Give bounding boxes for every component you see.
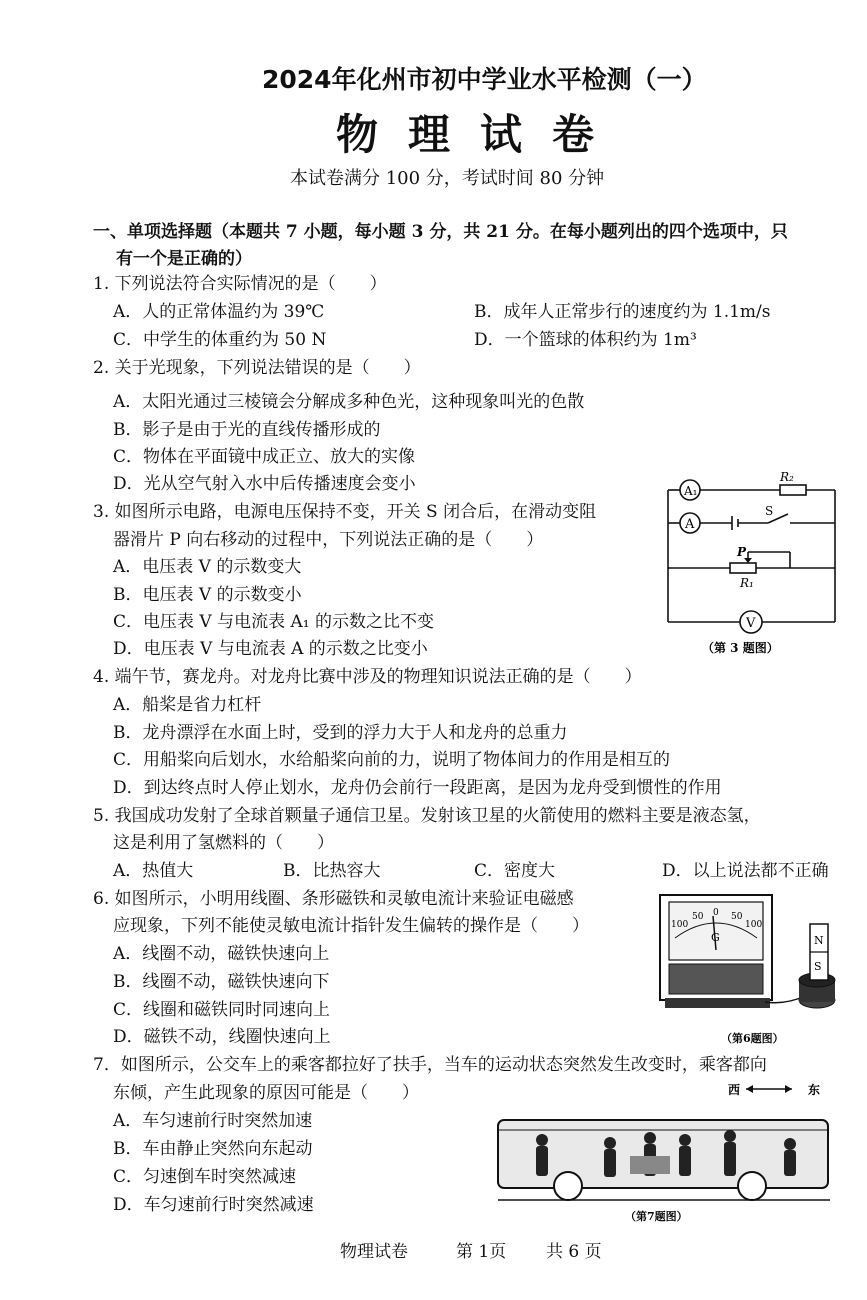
question-2-option-d: D．光从空气射入水中后传播速度会变小 (113, 474, 416, 494)
question-5-stem-line1: 5. 我国成功发射了全球首颗量子通信卫星。发射该卫星的火箭使用的燃料主要是液态氢， (93, 806, 761, 826)
magnet-s-label: S (814, 960, 822, 973)
galvanometer-g-label: G (711, 931, 720, 944)
bus-figure (490, 1078, 840, 1228)
figure-3-caption: （第 3 题图） (702, 641, 779, 655)
question-3-stem-line1: 3. 如图所示电路，电源电压保持不变，开关 S 闭合后，在滑动变阻 (93, 502, 597, 522)
section-heading-line2: 有一个是正确的） (116, 249, 252, 269)
question-4-option-a: A．船桨是省力杠杆 (113, 695, 262, 715)
question-5-option-b: B．比热容大 (283, 861, 381, 881)
question-1-option-d: D．一个篮球的体积约为 1m³ (474, 330, 697, 350)
scale-label-2: 50 (692, 912, 704, 922)
question-3-option-c: C．电压表 V 与电流表 A₁ 的示数之比不变 (113, 612, 434, 632)
question-6-option-a: A．线圈不动，磁铁快速向上 (113, 944, 330, 964)
question-7-option-d: D．车匀速前行时突然减速 (113, 1195, 314, 1215)
question-3-stem-line2: 器滑片 P 向右移动的过程中，下列说法正确的是（ ） (113, 530, 544, 550)
question-6-stem-line2: 应现象，下列不能使灵敏电流计指针发生偏转的操作是（ ） (113, 916, 589, 936)
slider-p-label: P (737, 545, 747, 559)
scale-label-3: 0 (713, 908, 719, 918)
question-1-stem: 1. 下列说法符合实际情况的是（ ） (93, 274, 387, 294)
exam-title: 2024年化州市初中学业水平检测（一） (262, 65, 707, 94)
question-2-option-c: C．物体在平面镜中成正立、放大的实像 (113, 447, 416, 467)
voltmeter-v-label: V (746, 616, 756, 631)
footer-subject: 物理试卷 (340, 1242, 408, 1262)
direction-east-label: 东 (808, 1083, 821, 1097)
question-3-option-d: D．电压表 V 与电流表 A 的示数之比变小 (113, 639, 428, 659)
ammeter-a1-label: A₁ (684, 484, 698, 498)
question-4-option-b: B．龙舟漂浮在水面上时，受到的浮力大于人和龙舟的总重力 (113, 723, 568, 743)
scale-label-4: 50 (731, 912, 743, 922)
scale-label-1: 100 (671, 920, 689, 930)
resistor-r1-label: R₁ (740, 576, 754, 590)
question-4-option-d: D．到达终点时人停止划水，龙舟仍会前行一段距离，是因为龙舟受到惯性的作用 (113, 778, 722, 798)
exam-info: 本试卷满分 100 分，考试时间 80 分钟 (290, 168, 605, 189)
question-1-option-c: C．中学生的体重约为 50 N (113, 330, 327, 350)
question-5-option-a: A．热值大 (113, 861, 194, 881)
question-5-stem-line2: 这是利用了氢燃料的（ ） (113, 833, 334, 853)
question-1-option-a: A．人的正常体温约为 39℃ (113, 302, 325, 322)
question-3-option-a: A．电压表 V 的示数变大 (113, 557, 302, 577)
question-2-option-a: A．太阳光通过三棱镜会分解成多种色光，这种现象叫光的色散 (113, 392, 585, 412)
switch-s-label: S (765, 504, 774, 518)
question-2-option-b: B．影子是由于光的直线传播形成的 (113, 420, 381, 440)
resistor-r2-label: R₂ (780, 470, 794, 484)
subject-title: 物理试卷 (336, 110, 625, 159)
question-6-stem-line1: 6. 如图所示，小明用线圈、条形磁铁和灵敏电流计来验证电磁感 (93, 889, 574, 909)
question-7-option-c: C．匀速倒车时突然减速 (113, 1167, 297, 1187)
question-4-stem: 4. 端午节，赛龙舟。对龙舟比赛中涉及的物理知识说法正确的是（ ） (93, 667, 642, 687)
scale-label-5: 100 (745, 920, 763, 930)
circuit-figure (660, 470, 845, 660)
section-heading-line1: 一、单项选择题（本题共 7 小题，每小题 3 分，共 21 分。在每小题列出的四个选项中，只 (93, 222, 788, 242)
direction-west-label: 西 (728, 1083, 741, 1097)
question-1-option-b: B．成年人正常步行的速度约为 1.1m/s (474, 302, 771, 322)
question-7-stem-line1: 7．如图所示，公交车上的乘客都拉好了扶手，当车的运动状态突然发生改变时，乘客都向 (93, 1055, 767, 1075)
footer-total-pages: 共 6 页 (546, 1242, 602, 1262)
question-6-option-b: B．线圈不动，磁铁快速向下 (113, 972, 330, 992)
question-7-option-b: B．车由静止突然向东起动 (113, 1139, 313, 1159)
question-5-option-d: D．以上说法都不正确 (662, 861, 829, 881)
galvanometer-figure (655, 890, 845, 1050)
question-5-option-c: C．密度大 (474, 861, 556, 881)
figure-6-caption: （第6题图） (721, 1032, 784, 1045)
question-6-option-d: D．磁铁不动，线圈快速向上 (113, 1027, 331, 1047)
ammeter-a-label: A (685, 517, 695, 532)
question-6-option-c: C．线圈和磁铁同时同速向上 (113, 1000, 331, 1020)
question-7-option-a: A．车匀速前行时突然加速 (113, 1111, 313, 1131)
question-2-stem: 2. 关于光现象，下列说法错误的是（ ） (93, 358, 421, 378)
figure-7-caption: （第7题图） (625, 1210, 688, 1223)
footer-page-number: 第 1页 (456, 1242, 507, 1262)
question-3-option-b: B．电压表 V 的示数变小 (113, 585, 302, 605)
magnet-n-label: N (814, 934, 824, 947)
question-7-stem-line2: 东倾，产生此现象的原因可能是（ ） (113, 1083, 419, 1103)
question-4-option-c: C．用船桨向后划水，水给船桨向前的力，说明了物体间力的作用是相互的 (113, 750, 671, 770)
